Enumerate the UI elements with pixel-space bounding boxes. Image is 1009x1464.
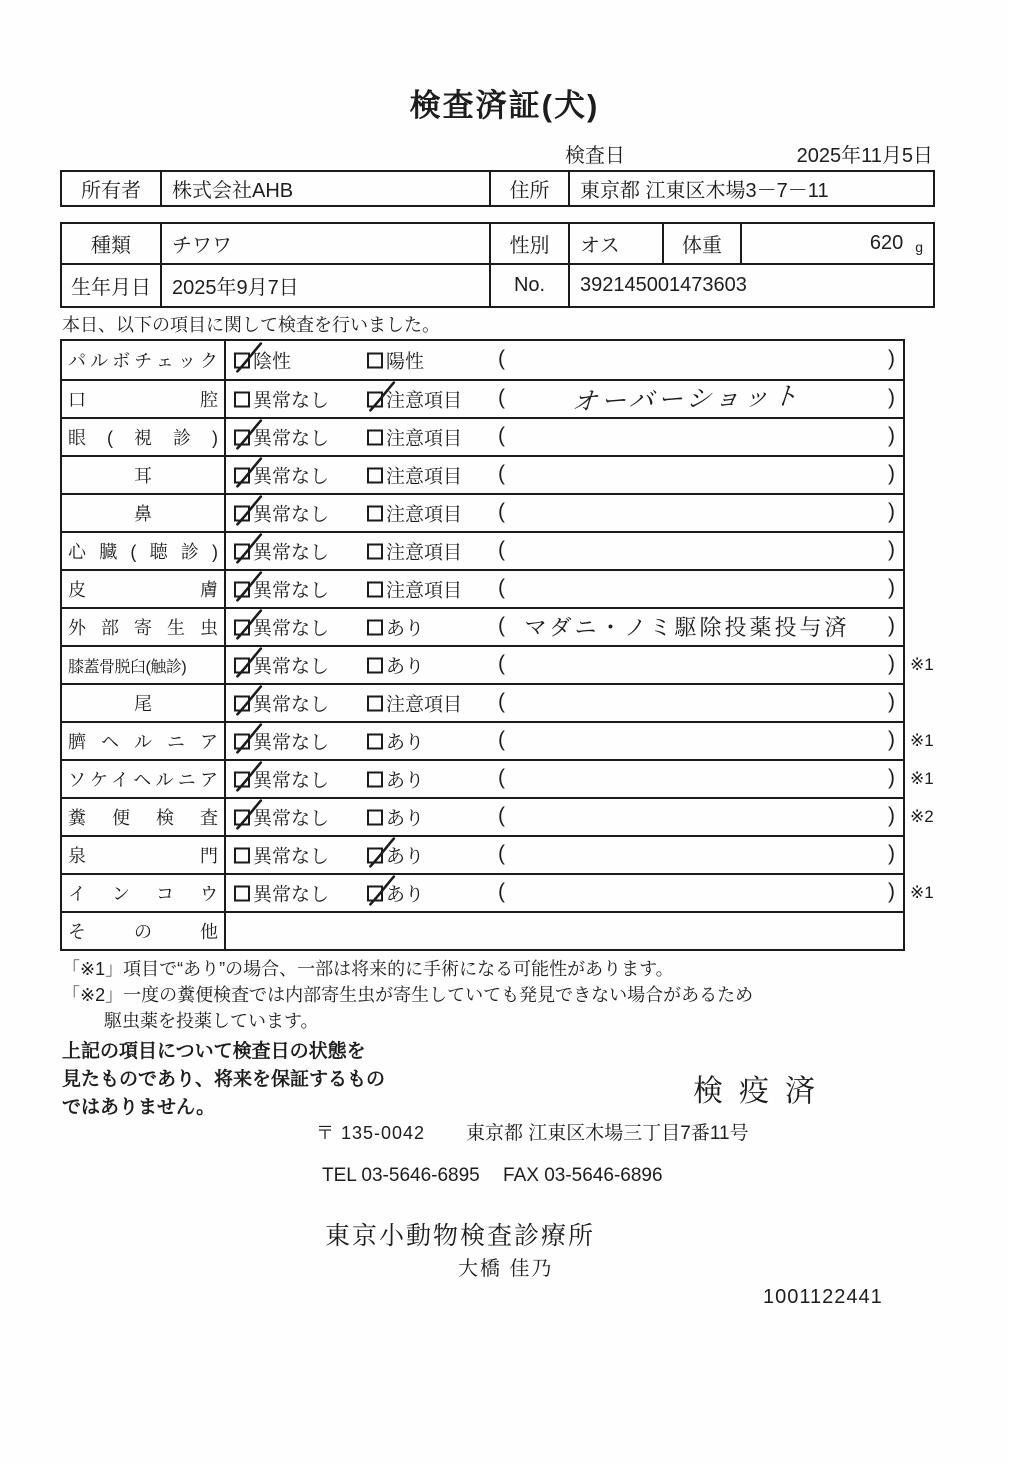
option-1 [234,652,329,679]
checkbox[interactable] [234,352,250,368]
inspection-row [62,379,903,417]
paren-close: ) [888,575,895,599]
checkbox[interactable] [234,733,250,749]
birth-label: 生年月日 [62,265,162,306]
option-1 [234,386,329,413]
checkbox[interactable] [367,885,383,901]
check-mark-icon [365,875,395,907]
paren-close: ) [888,765,895,789]
item-label: 皮膚 [68,580,218,600]
option-2 [367,766,424,793]
option-label: 異常なし [253,846,330,868]
item-label: 膝蓋骨脱臼(触診) [68,658,187,676]
check-mark-icon [232,571,262,603]
checkbox[interactable] [234,619,250,635]
check-mark-icon [232,647,262,679]
option-1 [234,766,329,793]
paren-close: ) [888,841,895,865]
disclaimer [62,1038,385,1122]
checkbox[interactable] [367,733,383,749]
inspection-row [62,683,903,721]
option-1 [234,576,329,603]
examiner-name: 大橋 佳乃 [458,1258,554,1280]
paren-close: ) [888,346,895,370]
no-label: No. [491,265,570,306]
footnotes [62,956,753,1034]
item-label: 尾 [134,694,152,714]
option-label: 異常なし [253,580,330,602]
document-number: 1001122441 [763,1286,883,1308]
info-row-birth [62,265,933,306]
paren-close: ) [888,879,895,903]
inspection-row [62,759,934,797]
option-1 [234,462,329,489]
option-label: あり [386,808,425,830]
option-1 [234,728,329,755]
option-label: 異常なし [253,618,330,640]
sex-value: オス [570,224,664,263]
paren-open: ( [498,803,505,827]
paren-close: ) [888,423,895,447]
paren-open: ( [498,879,505,903]
option-1 [234,500,329,527]
option-label: 異常なし [253,884,330,906]
option-label: あり [386,770,425,792]
checkbox[interactable] [234,467,250,483]
item-label: 鼻 [134,504,152,524]
breed-label: 種類 [62,224,162,263]
option-label: 注意項目 [386,466,463,488]
fax-number: FAX 03-5646-6896 [503,1165,663,1186]
disclaimer-line2: 見たものであり、将来を保証するもの [62,1069,386,1090]
checkbox[interactable] [367,505,383,521]
check-mark-icon [232,419,262,451]
paren-close: ) [888,613,895,637]
checkbox[interactable] [367,847,383,863]
checkbox[interactable] [234,429,250,445]
no-value: 392145001473603 [580,274,747,296]
option-2 [367,386,462,413]
option-label: あり [386,732,425,754]
option-label: 注意項目 [386,390,463,412]
item-label: 口腔 [68,390,218,410]
check-mark-icon [232,495,262,527]
footnote-mark: ※1 [910,769,934,788]
option-label: あり [386,846,425,868]
option-label: 注意項目 [386,542,463,564]
option-label: 異常なし [253,504,330,526]
inspection-row [62,455,903,493]
option-label: 異常なし [253,770,330,792]
paren-close: ) [888,689,895,713]
paren-open: ( [498,346,505,370]
checkbox[interactable] [367,619,383,635]
paren-open: ( [498,575,505,599]
footnote-1: 「※1」項目で“あり”の場合、一部は将来的に手術になる可能性があります。 [62,959,674,979]
option-2 [367,500,462,527]
paren-close: ) [888,651,895,675]
weight-unit: g [915,238,923,255]
check-mark-icon [232,609,262,641]
option-2 [367,424,462,451]
checkbox[interactable] [234,695,250,711]
option-label: 異常なし [253,466,330,488]
checkbox[interactable] [367,657,383,673]
quarantine-stamp: 検疫済 [693,1075,831,1108]
tel-number: TEL 03-5646-6895 [322,1165,480,1186]
item-label: 心臓(聴診) [68,542,218,562]
item-label: 外部寄生虫 [68,618,218,638]
check-mark-icon [232,685,262,717]
clinic-address: 東京都 江東区木場三丁目7番11号 [466,1123,749,1144]
option-2 [367,652,424,679]
option-2 [367,880,424,907]
owner-table [60,170,935,207]
page-title: 検査済証(犬) [409,88,600,123]
option-label: 注意項目 [386,694,463,716]
option-1 [234,690,329,717]
option-label: 陰性 [253,351,292,373]
footnote-mark: ※1 [910,883,934,902]
checkbox[interactable] [234,581,250,597]
checkbox[interactable] [234,657,250,673]
option-label: 陽性 [386,351,425,373]
weight-number: 620 [869,232,904,254]
inspection-row [62,531,903,569]
check-mark-icon [232,799,262,831]
weight-value [742,224,933,263]
item-label: 泉門 [68,846,218,866]
inspection-row [62,721,934,759]
owner-label: 所有者 [62,172,162,205]
paren-open: ( [498,385,505,409]
option-label: 注意項目 [386,504,463,526]
option-label: 異常なし [253,542,330,564]
check-mark-icon [232,761,262,793]
option-2 [367,728,424,755]
option-label: 異常なし [253,694,330,716]
paren-open: ( [498,613,505,637]
option-1 [234,424,329,451]
paren-open: ( [498,537,505,561]
option-2 [367,538,462,565]
checkbox[interactable] [367,391,383,407]
option-label: あり [386,656,425,678]
checkbox[interactable] [367,771,383,787]
footnote-2-line1: 「※2」一度の糞便検査では内部寄生虫が寄生していても発見できない場合があるため [62,985,754,1005]
inspection-row [62,645,934,683]
footnote-mark: ※1 [910,655,934,674]
tel-fax-line [322,1165,663,1187]
check-mark-icon [232,342,262,374]
paren-close: ) [888,727,895,751]
paren-close: ) [888,461,895,485]
paren-close: ) [888,537,895,561]
option-2 [367,690,462,717]
address-label: 住所 [491,172,570,205]
checkbox[interactable] [367,352,383,368]
postal-code: 〒 135-0042 [316,1123,426,1143]
paren-open: ( [498,689,505,713]
item-label: 耳 [134,466,152,486]
check-mark-icon [232,533,262,565]
breed-value: チワワ [162,224,491,263]
check-mark-icon [365,837,395,869]
inspection-row [62,569,903,607]
check-mark-icon [232,457,262,489]
footnote-mark: ※1 [910,731,934,750]
check-mark-icon [365,381,395,413]
option-label: 注意項目 [386,428,463,450]
checkbox[interactable] [234,771,250,787]
checkbox[interactable] [367,581,383,597]
check-mark-icon [232,723,262,755]
option-2 [367,804,424,831]
disclaimer-line1: 上記の項目について検査日の状態を [62,1041,366,1062]
option-label: 注意項目 [386,580,463,602]
inspection-row [62,911,903,949]
birth-value: 2025年9月7日 [162,265,491,306]
clinic-name: 東京小動物検査診療所 [325,1222,596,1250]
info-table [60,222,935,308]
info-row-breed [62,224,933,265]
checkbox[interactable] [234,505,250,521]
paren-open: ( [498,765,505,789]
option-1 [234,538,329,565]
option-label: 異常なし [253,390,330,412]
option-1 [234,614,329,641]
item-label: パルボチェック [68,351,218,371]
paren-close: ) [888,385,895,409]
address-value: 東京都 江東区木場3－7－11 [580,180,829,202]
option-label: あり [386,618,425,640]
inspection-row [62,341,903,379]
paren-open: ( [498,727,505,751]
checkbox[interactable] [234,885,250,901]
option-2 [367,614,424,641]
footnote-mark: ※2 [910,807,934,826]
option-1 [234,347,291,374]
option-2 [367,842,424,869]
paren-open: ( [498,841,505,865]
weight-label: 体重 [664,224,742,263]
paren-open: ( [498,651,505,675]
item-label: 眼(視診) [68,428,218,448]
option-2 [367,462,462,489]
checkbox[interactable] [234,391,250,407]
inspection-row [62,797,934,835]
inspection-row [62,417,903,455]
item-label: 臍ヘルニア [68,732,218,752]
option-1 [234,842,329,869]
paren-open: ( [498,423,505,447]
exam-date-value: 2025年11月5日 [796,145,933,167]
option-1 [234,804,329,831]
paren-open: ( [498,499,505,523]
option-1 [234,880,329,907]
option-label: 異常なし [253,428,330,450]
inspection-row [62,493,903,531]
checkbox[interactable] [367,543,383,559]
intro-text: 本日、以下の項目に関して検査を行いました。 [62,315,440,335]
item-note: マダニ・ノミ駆除投薬投与済 [524,614,850,640]
checkbox[interactable] [367,695,383,711]
checkbox[interactable] [234,847,250,863]
item-label: インコウ [68,884,218,904]
paren-close: ) [888,499,895,523]
item-label: その他 [68,922,218,942]
option-label: 異常なし [253,808,330,830]
inspection-row [62,873,934,911]
option-label: 異常なし [253,732,330,754]
exam-date-row [565,139,933,168]
item-label: ソケイヘルニア [68,770,218,790]
checkbox[interactable] [367,429,383,445]
checkbox[interactable] [234,809,250,825]
inspection-row [62,835,903,873]
paren-open: ( [498,461,505,485]
option-2 [367,576,462,603]
checkbox[interactable] [367,809,383,825]
disclaimer-line3: ではありません。 [62,1097,216,1118]
item-label: 糞便検査 [68,808,218,828]
option-2 [367,347,424,374]
owner-value: 株式会社AHB [162,172,491,205]
footnote-2-line2: 駆虫薬を投薬しています。 [104,1011,319,1031]
inspection-table [60,339,934,951]
option-label: 異常なし [253,656,330,678]
paren-close: ) [888,803,895,827]
checkbox[interactable] [367,467,383,483]
item-note: オーバーショット [570,382,803,417]
checkbox[interactable] [234,543,250,559]
exam-date-label: 検査日 [565,145,625,167]
sex-label: 性別 [491,224,570,263]
inspection-row [62,607,903,645]
option-label: あり [386,884,425,906]
